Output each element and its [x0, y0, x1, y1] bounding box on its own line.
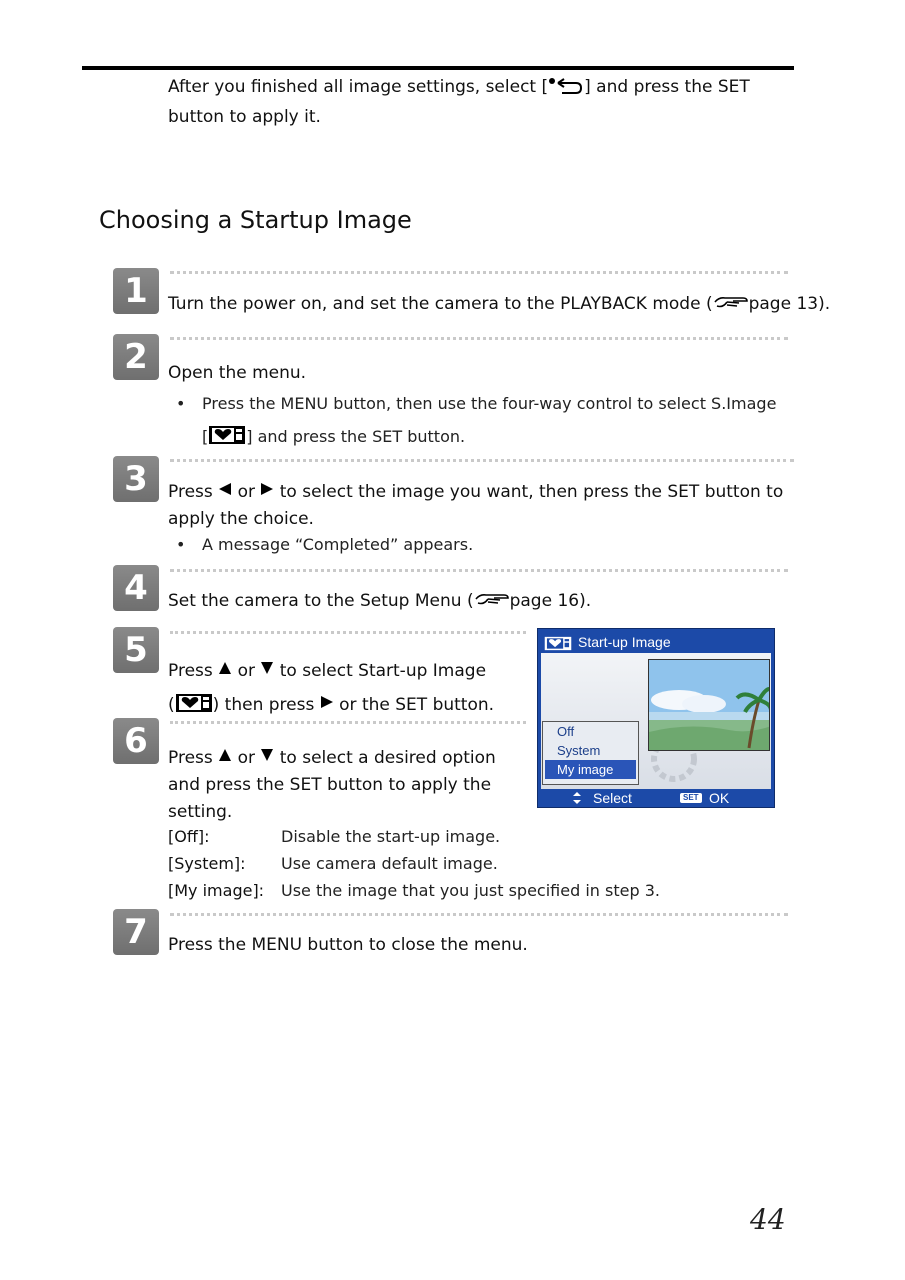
dotted-divider [170, 913, 788, 916]
dotted-divider [170, 721, 526, 724]
option-row [168, 877, 660, 904]
return-arrow-icon [548, 77, 584, 104]
lcd-body [541, 653, 771, 789]
step-number-2: 2 [113, 334, 159, 380]
option-key: [My image]: [168, 881, 265, 900]
dotted-divider [170, 271, 788, 274]
option-row [168, 823, 500, 850]
dotted-divider [170, 337, 788, 340]
lcd-footer-ok: OK [709, 790, 730, 806]
step-7-text: Press the MENU button to close the menu. [168, 935, 528, 955]
lcd-footer [538, 789, 774, 807]
up-arrow-icon [218, 744, 232, 771]
option-key: [System]: [168, 854, 246, 873]
step-3-bullet: • A message “Completed” appears. [176, 535, 474, 554]
right-arrow-icon [260, 478, 274, 505]
step-5-text: Press or to select Start-up Image ( ) then press or the SET button. [168, 654, 494, 725]
step-number-3: 3 [113, 456, 159, 502]
step-number-7: 7 [113, 909, 159, 955]
lcd-option-off[interactable]: Off [557, 724, 575, 739]
option-row [168, 850, 498, 877]
section-title: Choosing a Startup Image [99, 206, 412, 234]
lcd-footer-select: Select [593, 790, 632, 806]
step-number-5: 5 [113, 627, 159, 673]
lcd-option-my-image[interactable]: My image [545, 760, 636, 779]
dotted-divider [170, 459, 794, 462]
lcd-title: Start-up Image [578, 634, 671, 650]
dotted-divider [170, 569, 788, 572]
up-arrow-icon [218, 654, 232, 687]
page-number: 44 [750, 1203, 786, 1236]
lcd-title-bar [542, 631, 770, 653]
step-3-text: Press or to select the image you want, then press the SET button to apply the choice. [168, 478, 788, 533]
step-1-text: Turn the power on, and set the camera to the PLAYBACK mode ( page 13). [168, 291, 830, 321]
lcd-option-menu [542, 721, 639, 785]
gear-icon [649, 749, 699, 791]
step-number-6: 6 [113, 718, 159, 764]
dotted-divider [170, 631, 526, 634]
s-image-icon [208, 423, 246, 456]
pointing-hand-icon [713, 294, 749, 321]
intro-paragraph: After you finished all image settings, select [ ] and press the SET button to apply it. [168, 77, 750, 127]
up-down-arrows-icon [572, 791, 582, 809]
option-desc: Use camera default image. [281, 854, 498, 873]
option-desc: Disable the start-up image. [281, 827, 501, 846]
step-4-text: Set the camera to the Setup Menu ( page 16). [168, 588, 591, 618]
lcd-option-system[interactable]: System [557, 743, 601, 758]
step-6-text: Press or to select a desired option and press the SET button to apply the setting. [168, 744, 496, 826]
step-2-text: Open the menu. [168, 363, 307, 383]
pointing-hand-icon [474, 591, 510, 618]
step-2-bullet: • Press the MENU button, then use the four-way control to select S.Image [ ] and press the SET button. [176, 387, 786, 456]
option-desc: Use the image that you just specified in step 3. [281, 881, 660, 900]
down-arrow-icon [260, 654, 274, 687]
set-key-badge: SET [680, 793, 702, 803]
top-rule [82, 66, 794, 70]
left-arrow-icon [218, 478, 232, 505]
step-number-1: 1 [113, 268, 159, 314]
step-number-4: 4 [113, 565, 159, 611]
option-key: [Off]: [168, 827, 210, 846]
right-arrow-icon [320, 688, 334, 721]
camera-lcd-screen [537, 628, 775, 808]
down-arrow-icon [260, 744, 274, 771]
preview-image [648, 659, 770, 751]
